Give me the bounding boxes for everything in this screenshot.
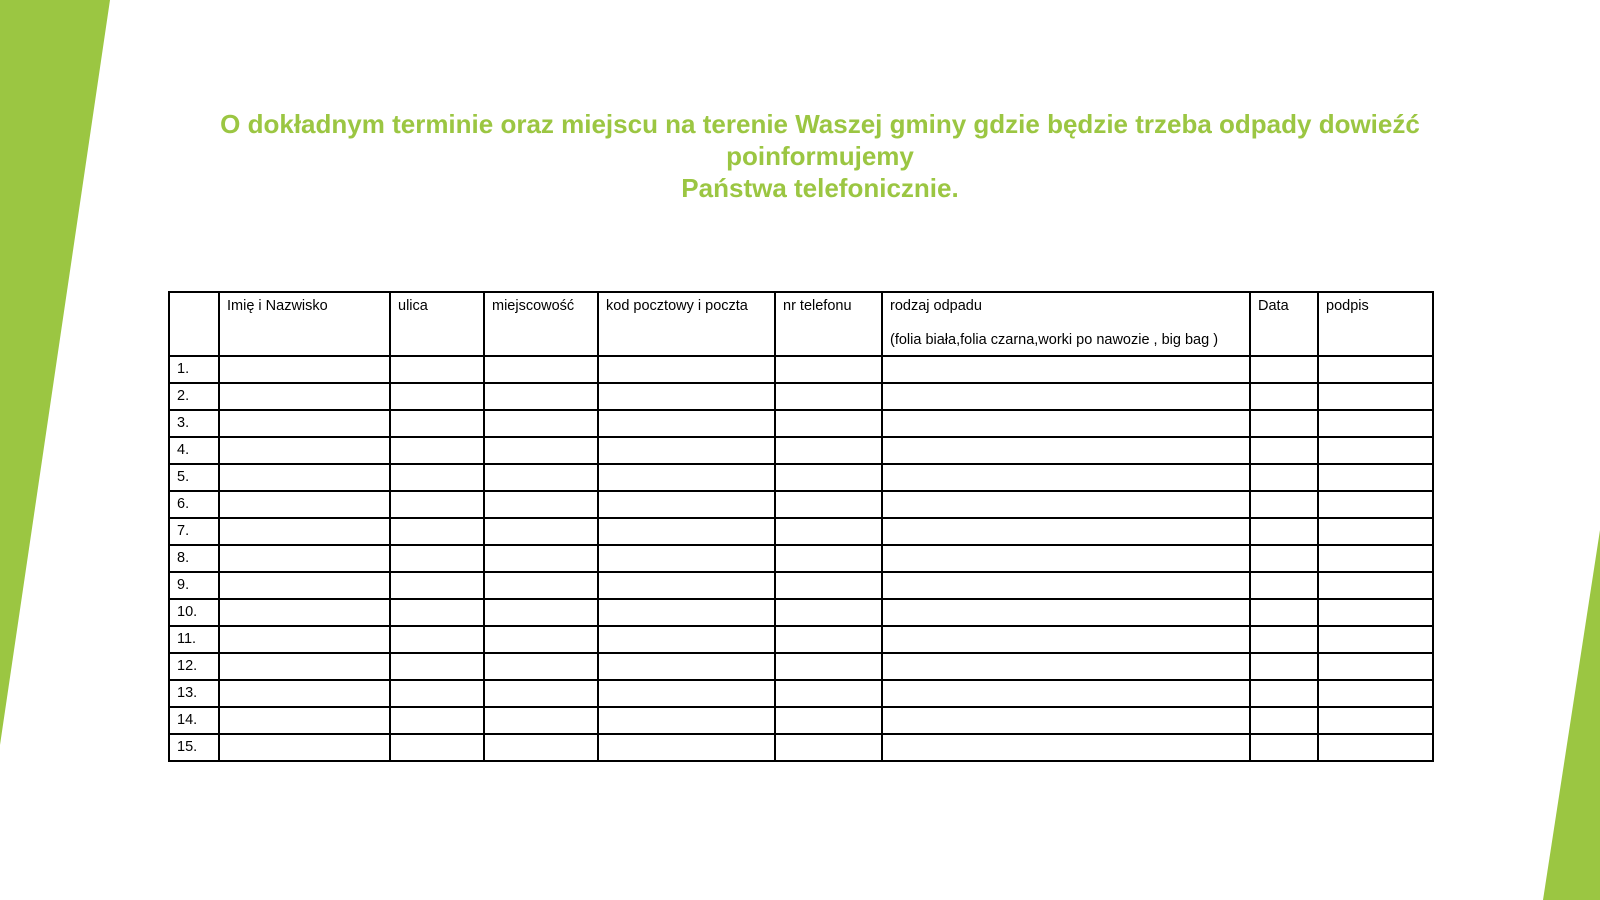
town-cell bbox=[484, 356, 598, 383]
title-line-3: Państwa telefonicznie. bbox=[681, 173, 959, 203]
street-cell bbox=[390, 653, 484, 680]
phone-cell bbox=[775, 599, 882, 626]
date-cell bbox=[1250, 410, 1318, 437]
date-cell bbox=[1250, 464, 1318, 491]
waste-type-cell bbox=[882, 734, 1250, 761]
date-cell bbox=[1250, 545, 1318, 572]
name-cell bbox=[219, 464, 390, 491]
postcode-cell bbox=[598, 599, 775, 626]
town-cell bbox=[484, 707, 598, 734]
postcode-cell bbox=[598, 410, 775, 437]
header-street: ulica bbox=[390, 292, 484, 356]
header-name: Imię i Nazwisko bbox=[219, 292, 390, 356]
row-number: 5. bbox=[169, 464, 219, 491]
signature-cell bbox=[1318, 383, 1433, 410]
name-cell bbox=[219, 383, 390, 410]
street-cell bbox=[390, 491, 484, 518]
signature-cell bbox=[1318, 572, 1433, 599]
town-cell bbox=[484, 599, 598, 626]
table-row bbox=[169, 707, 1433, 734]
phone-cell bbox=[775, 680, 882, 707]
waste-type-cell bbox=[882, 626, 1250, 653]
postcode-cell bbox=[598, 491, 775, 518]
signature-cell bbox=[1318, 437, 1433, 464]
street-cell bbox=[390, 626, 484, 653]
registration-table bbox=[168, 291, 1434, 762]
table-row bbox=[169, 572, 1433, 599]
table-row bbox=[169, 491, 1433, 518]
street-cell bbox=[390, 680, 484, 707]
signature-cell bbox=[1318, 491, 1433, 518]
phone-cell bbox=[775, 491, 882, 518]
title-line-1: O dokładnym terminie oraz miejscu na terenie Waszej gminy gdzie będzie trzeba odpady dowieźć bbox=[220, 109, 1420, 139]
header-waste-type-label: rodzaj odpadu bbox=[890, 298, 982, 314]
street-cell bbox=[390, 734, 484, 761]
table-row bbox=[169, 545, 1433, 572]
street-cell bbox=[390, 545, 484, 572]
waste-type-cell bbox=[882, 707, 1250, 734]
phone-cell bbox=[775, 464, 882, 491]
waste-type-cell bbox=[882, 680, 1250, 707]
waste-type-cell bbox=[882, 545, 1250, 572]
signature-cell bbox=[1318, 734, 1433, 761]
row-number: 15. bbox=[169, 734, 219, 761]
page-title bbox=[200, 108, 1440, 204]
town-cell bbox=[484, 518, 598, 545]
phone-cell bbox=[775, 653, 882, 680]
postcode-cell bbox=[598, 437, 775, 464]
street-cell bbox=[390, 383, 484, 410]
row-number: 9. bbox=[169, 572, 219, 599]
header-signature: podpis bbox=[1318, 292, 1433, 356]
waste-type-cell bbox=[882, 572, 1250, 599]
signature-cell bbox=[1318, 464, 1433, 491]
date-cell bbox=[1250, 572, 1318, 599]
name-cell bbox=[219, 680, 390, 707]
date-cell bbox=[1250, 518, 1318, 545]
phone-cell bbox=[775, 707, 882, 734]
name-cell bbox=[219, 626, 390, 653]
header-date: Data bbox=[1250, 292, 1318, 356]
phone-cell bbox=[775, 356, 882, 383]
phone-cell bbox=[775, 383, 882, 410]
street-cell bbox=[390, 707, 484, 734]
phone-cell bbox=[775, 572, 882, 599]
name-cell bbox=[219, 356, 390, 383]
signature-cell bbox=[1318, 410, 1433, 437]
row-number: 6. bbox=[169, 491, 219, 518]
name-cell bbox=[219, 410, 390, 437]
town-cell bbox=[484, 653, 598, 680]
phone-cell bbox=[775, 410, 882, 437]
town-cell bbox=[484, 545, 598, 572]
signature-cell bbox=[1318, 707, 1433, 734]
table-row bbox=[169, 383, 1433, 410]
phone-cell bbox=[775, 437, 882, 464]
postcode-cell bbox=[598, 356, 775, 383]
town-cell bbox=[484, 383, 598, 410]
header-waste-type-note: (folia biała,folia czarna,worki po nawozie , big bag ) bbox=[890, 332, 1219, 348]
waste-type-cell bbox=[882, 437, 1250, 464]
phone-cell bbox=[775, 518, 882, 545]
postcode-cell bbox=[598, 518, 775, 545]
name-cell bbox=[219, 707, 390, 734]
waste-type-cell bbox=[882, 356, 1250, 383]
signature-cell bbox=[1318, 545, 1433, 572]
date-cell bbox=[1250, 356, 1318, 383]
street-cell bbox=[390, 464, 484, 491]
street-cell bbox=[390, 437, 484, 464]
postcode-cell bbox=[598, 464, 775, 491]
town-cell bbox=[484, 680, 598, 707]
name-cell bbox=[219, 437, 390, 464]
waste-type-cell bbox=[882, 491, 1250, 518]
street-cell bbox=[390, 356, 484, 383]
town-cell bbox=[484, 572, 598, 599]
street-cell bbox=[390, 572, 484, 599]
street-cell bbox=[390, 518, 484, 545]
town-cell bbox=[484, 437, 598, 464]
town-cell bbox=[484, 464, 598, 491]
waste-type-cell bbox=[882, 653, 1250, 680]
header-postcode: kod pocztowy i poczta bbox=[598, 292, 775, 356]
right-green-stripe bbox=[1543, 530, 1600, 900]
header-waste-type bbox=[882, 292, 1250, 356]
row-number: 8. bbox=[169, 545, 219, 572]
town-cell bbox=[484, 410, 598, 437]
town-cell bbox=[484, 491, 598, 518]
header-row bbox=[169, 292, 1433, 356]
street-cell bbox=[390, 410, 484, 437]
table-row bbox=[169, 653, 1433, 680]
date-cell bbox=[1250, 626, 1318, 653]
row-number: 4. bbox=[169, 437, 219, 464]
name-cell bbox=[219, 599, 390, 626]
table-row bbox=[169, 599, 1433, 626]
waste-type-cell bbox=[882, 410, 1250, 437]
waste-type-cell bbox=[882, 383, 1250, 410]
table-row bbox=[169, 680, 1433, 707]
signature-cell bbox=[1318, 518, 1433, 545]
row-number: 2. bbox=[169, 383, 219, 410]
postcode-cell bbox=[598, 734, 775, 761]
postcode-cell bbox=[598, 383, 775, 410]
signature-cell bbox=[1318, 356, 1433, 383]
row-number: 1. bbox=[169, 356, 219, 383]
signature-cell bbox=[1318, 680, 1433, 707]
postcode-cell bbox=[598, 707, 775, 734]
postcode-cell bbox=[598, 680, 775, 707]
row-number: 14. bbox=[169, 707, 219, 734]
row-number: 13. bbox=[169, 680, 219, 707]
postcode-cell bbox=[598, 572, 775, 599]
name-cell bbox=[219, 545, 390, 572]
table-row bbox=[169, 437, 1433, 464]
waste-type-cell bbox=[882, 464, 1250, 491]
date-cell bbox=[1250, 734, 1318, 761]
table-row bbox=[169, 464, 1433, 491]
name-cell bbox=[219, 572, 390, 599]
phone-cell bbox=[775, 545, 882, 572]
table-row bbox=[169, 734, 1433, 761]
row-number: 3. bbox=[169, 410, 219, 437]
title-line-2: poinformujemy bbox=[726, 141, 914, 171]
row-number: 11. bbox=[169, 626, 219, 653]
header-town: miejscowość bbox=[484, 292, 598, 356]
table-row bbox=[169, 410, 1433, 437]
row-number: 10. bbox=[169, 599, 219, 626]
table-row bbox=[169, 626, 1433, 653]
header-number bbox=[169, 292, 219, 356]
date-cell bbox=[1250, 599, 1318, 626]
phone-cell bbox=[775, 626, 882, 653]
table-row bbox=[169, 518, 1433, 545]
town-cell bbox=[484, 734, 598, 761]
postcode-cell bbox=[598, 626, 775, 653]
date-cell bbox=[1250, 707, 1318, 734]
date-cell bbox=[1250, 680, 1318, 707]
postcode-cell bbox=[598, 653, 775, 680]
street-cell bbox=[390, 599, 484, 626]
waste-type-cell bbox=[882, 518, 1250, 545]
signature-cell bbox=[1318, 653, 1433, 680]
row-number: 12. bbox=[169, 653, 219, 680]
name-cell bbox=[219, 491, 390, 518]
table-row bbox=[169, 356, 1433, 383]
signature-cell bbox=[1318, 599, 1433, 626]
name-cell bbox=[219, 653, 390, 680]
date-cell bbox=[1250, 383, 1318, 410]
signature-cell bbox=[1318, 626, 1433, 653]
date-cell bbox=[1250, 653, 1318, 680]
name-cell bbox=[219, 518, 390, 545]
town-cell bbox=[484, 626, 598, 653]
name-cell bbox=[219, 734, 390, 761]
left-green-stripe bbox=[0, 0, 110, 745]
row-number: 7. bbox=[169, 518, 219, 545]
phone-cell bbox=[775, 734, 882, 761]
date-cell bbox=[1250, 437, 1318, 464]
date-cell bbox=[1250, 491, 1318, 518]
header-phone: nr telefonu bbox=[775, 292, 882, 356]
postcode-cell bbox=[598, 545, 775, 572]
waste-type-cell bbox=[882, 599, 1250, 626]
